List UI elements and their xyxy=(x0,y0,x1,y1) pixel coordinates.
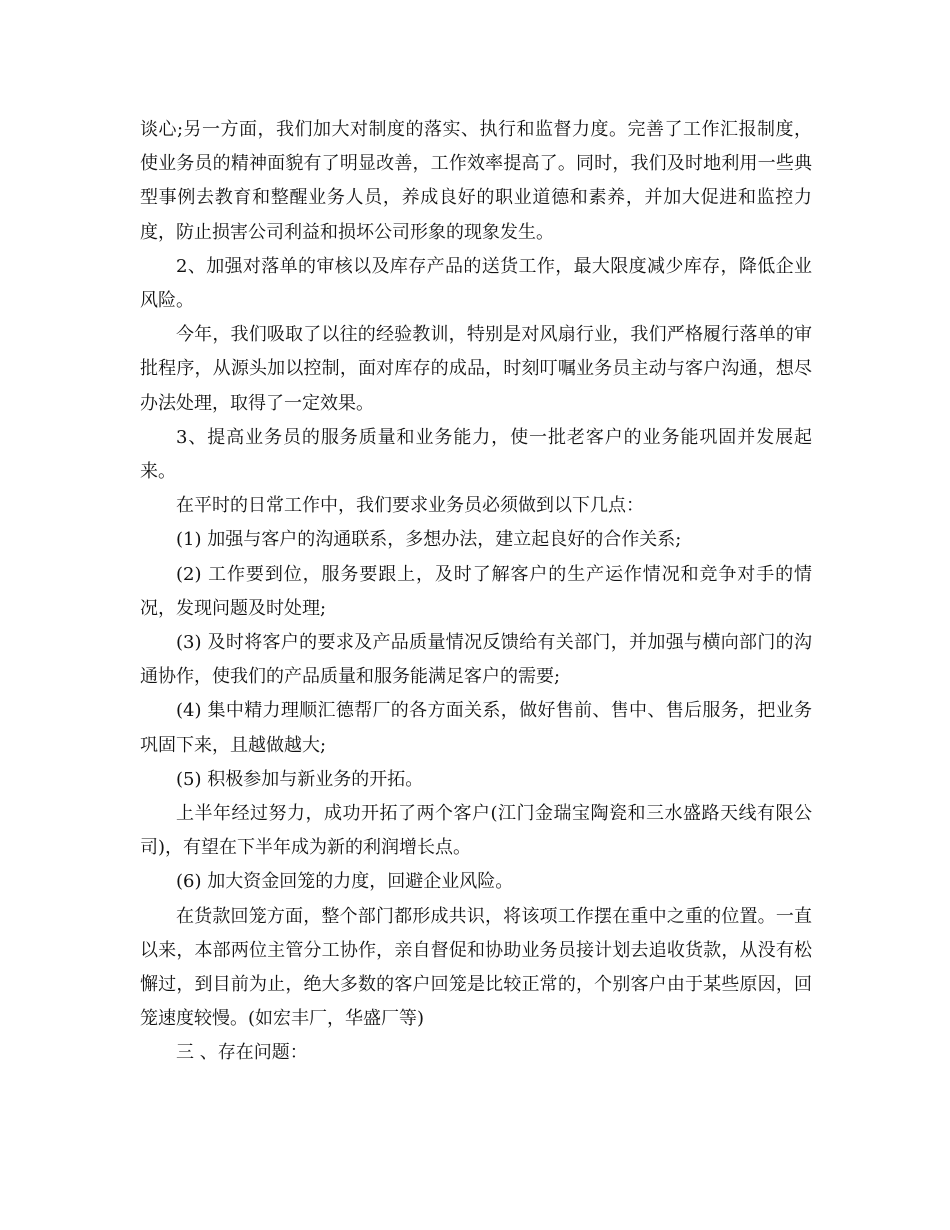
list-item-4: (4) 集中精力理顺汇德帮厂的各方面关系，做好售前、售中、售后服务，把业务巩固下来，且越做越大; xyxy=(140,700,812,756)
section-heading-problems: 三 、存在问题： xyxy=(176,1042,308,1064)
paragraph-item-3-intro: 在平时的日常工作中，我们要求业务员必须做到以下几点： xyxy=(176,495,644,517)
paragraph-new-clients: 上半年经过努力，成功开拓了两个客户(江门金瑞宝陶瓷和三水盛路天线有限公司)，有望在下半年成为新的利润增长点。 xyxy=(140,803,812,859)
list-item-5: (5) 积极参加与新业务的开拓。 xyxy=(176,768,424,790)
document-body xyxy=(140,113,812,1071)
list-item-1: (1) 加强与客户的沟通联系，多想办法，建立起良好的合作关系; xyxy=(176,529,682,551)
paragraph-item-2-body: 今年，我们吸取了以往的经验教训，特别是对风扇行业，我们严格履行落单的审批程序，从源头加以控制，面对库存的成品，时刻叮嘱业务员主动与客户沟通，想尽办法处理，取得了一定效果。 xyxy=(140,324,812,414)
list-item-3: (3) 及时将客户的要求及产品质量情况反馈给有关部门，并加强与横向部门的沟通协作，使我们的产品质量和服务能满足客户的需要; xyxy=(140,632,812,688)
paragraph-continuation: 谈心;另一方面，我们加大对制度的落实、执行和监督力度。完善了工作汇报制度，使业务员的精神面貌有了明显改善，工作效率提高了。同时，我们及时地利用一些典型事例去教育和整醒业务人员，养成良好的职业道德和素养，并加大促进和监控力度，防止损害公司利益和损坏公司形象的现象发生。 xyxy=(140,119,812,243)
paragraph-item-2-heading: 2、加强对落单的审核以及库存产品的送货工作，最大限度减少库存，降低企业风险。 xyxy=(140,255,812,312)
list-item-6: (6) 加大资金回笼的力度，回避企业风险。 xyxy=(176,871,514,893)
paragraph-item-3-heading: 3、提高业务员的服务质量和业务能力，使一批老客户的业务能巩固并发展起来。 xyxy=(140,426,812,483)
list-item-2: (2) 工作要到位，服务要跟上，及时了解客户的生产运作情况和竞争对手的情况，发现问题及时处理; xyxy=(140,563,812,619)
paragraph-payment-collection: 在货款回笼方面，整个部门都形成共识，将该项工作摆在重中之重的位置。一直以来，本部两位主管分工协作，亲自督促和协助业务员接计划去追收货款，从没有松懈过，到目前为止，绝大多数的客户回笼是比较正常的，个别客户由于某些原因，回笼速度较慢。(如宏丰厂，华盛厂等) xyxy=(140,905,812,1030)
